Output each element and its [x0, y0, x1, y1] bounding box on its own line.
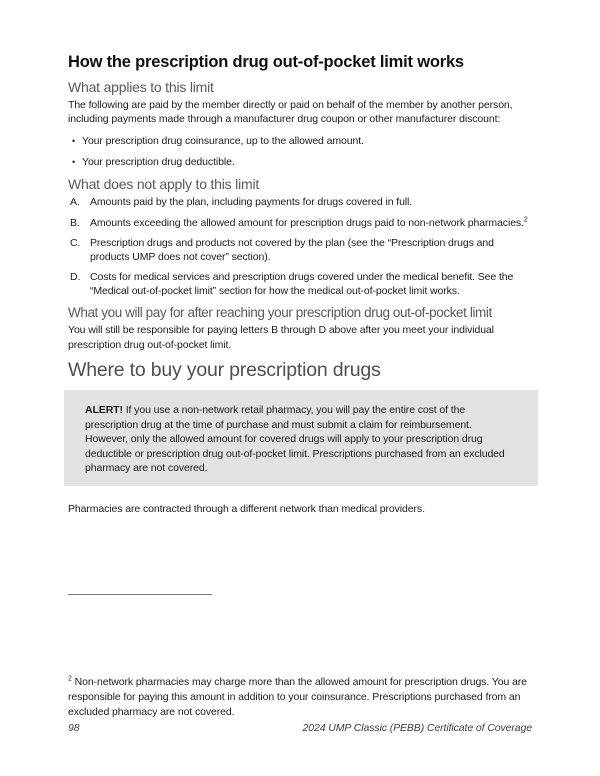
alert-box	[64, 390, 538, 485]
footnote-reference: 2	[523, 216, 528, 224]
alert-label: ALERT!	[85, 404, 123, 417]
footnote	[68, 675, 532, 721]
footnote-marker: 2	[68, 675, 72, 683]
section-heading-where-to-buy: Where to buy your prescription drugs	[68, 358, 381, 381]
bullet-text: Your prescription drug deductible.	[82, 155, 235, 168]
alert-paragraph	[85, 403, 508, 475]
item-text	[90, 216, 532, 230]
item-letter: B.	[70, 216, 80, 229]
bullet-item	[68, 134, 532, 148]
bullet-icon: •	[72, 156, 76, 167]
bullet-text: Your prescription drug coinsurance, up to the allowed amount.	[82, 134, 364, 147]
item-text: Amounts paid by the plan, including payments for drugs covered in full.	[90, 196, 413, 209]
item-letter: C.	[70, 236, 81, 249]
main-heading: How the prescription drug out-of-pocket limit works	[68, 53, 464, 71]
applies-intro: The following are paid by the member directly or paid on behalf of the member by another person, including payments made through a manufacturer drug coupon or other manufacturer discount:	[68, 99, 513, 126]
alert-text: If you use a non-network retail pharmacy, you will pay the entire cost of the prescription drug at the time of purchase and must submit a claim for reimbursement. However, only the allowed amount for covered drugs will apply to your prescription drug deductible or prescription drug out-of-pocket limit. Prescriptions purchased from an excluded pharmacy are not covered.	[85, 404, 505, 475]
item-letter: D.	[70, 271, 81, 284]
pharmacies-note: Pharmacies are contracted through a different network than medical providers.	[68, 502, 425, 515]
bullet-icon: •	[72, 135, 76, 146]
item-text: Costs for medical services and prescription drugs covered under the medical benefit. See the “Medical out-of-pocket limit” section for how the medical out-of-pocket limit works.	[90, 271, 514, 298]
subheading-not-apply: What does not apply to this limit	[68, 175, 260, 192]
item-letter: A.	[70, 196, 80, 209]
footnote-separator	[68, 594, 212, 595]
subheading-what-applies: What applies to this limit	[68, 78, 214, 95]
after-reaching-body: You will still be responsible for paying letters B through D above after you meet your individual prescription drug out-of-pocket limit.	[68, 324, 494, 351]
item-text: Prescription drugs and products not covered by the plan (see the “Prescription drugs and products UMP does not cover” section).	[90, 236, 494, 263]
lettered-item	[68, 216, 532, 230]
page-number: 98	[68, 722, 80, 734]
page-footer	[68, 722, 532, 734]
footnote-text: Non-network pharmacies may charge more than the allowed amount for prescription drugs. You are responsible for paying this amount in addition to your coinsurance. Prescriptions purchased from an excluded pharmacy are not covered.	[68, 676, 527, 719]
subheading-after-reaching: What you will pay for after reaching your prescription drug out-of-pocket limit	[68, 304, 492, 320]
lettered-item	[68, 270, 532, 298]
bullet-item	[68, 155, 532, 169]
footer-doc-title: 2024 UMP Classic (PEBB) Certificate of Coverage	[302, 722, 532, 734]
lettered-item	[68, 236, 532, 264]
lettered-item	[68, 195, 532, 209]
item-text-body: Amounts exceeding the allowed amount for prescription drugs paid to non-network pharmacies.	[90, 216, 524, 229]
